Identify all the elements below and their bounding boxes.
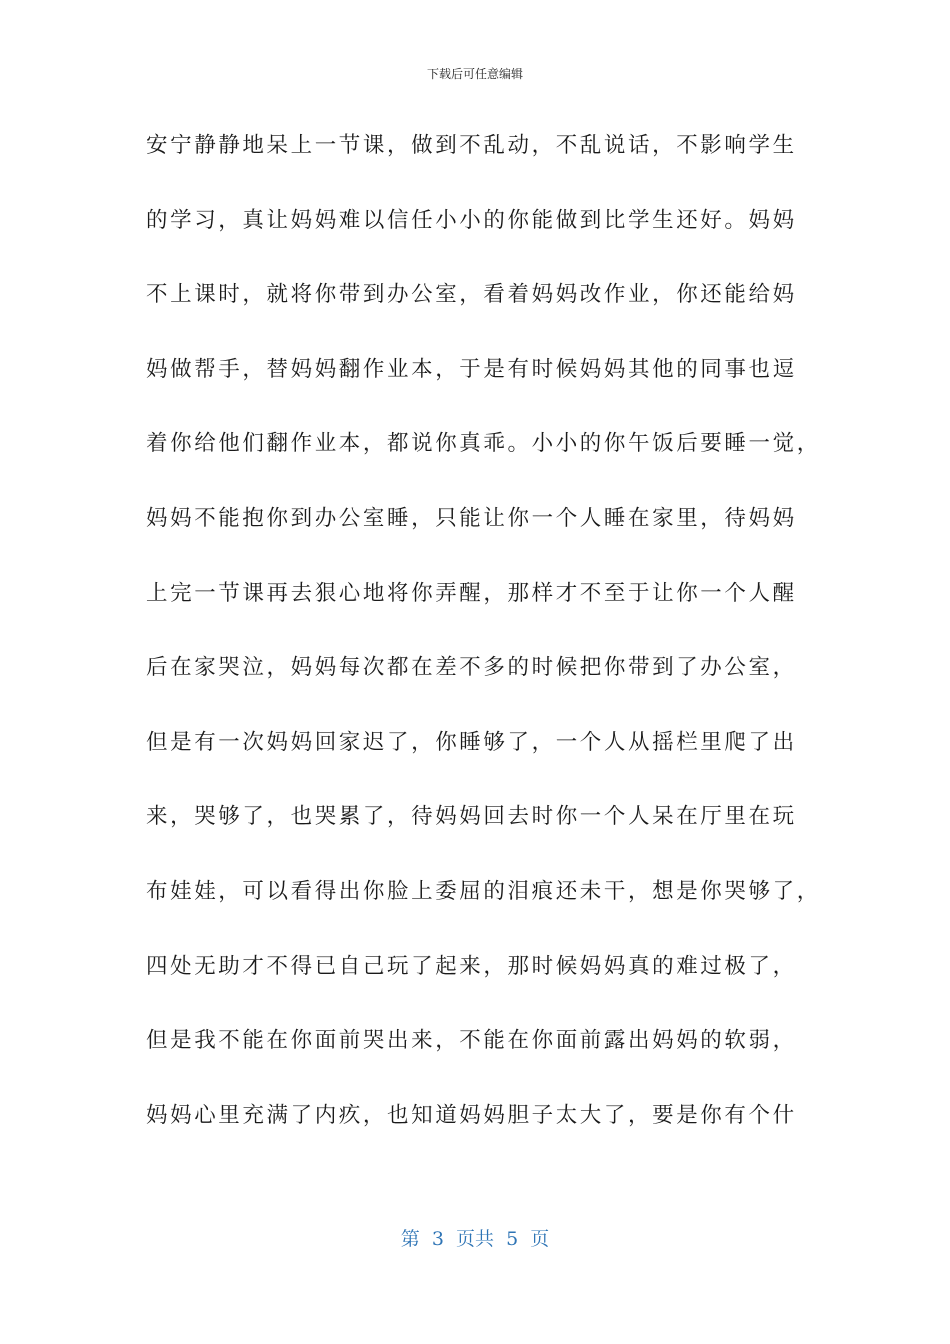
text-line: 但是有一次妈妈回家迟了，你睡够了，一个人从摇栏里爬了出: [146, 729, 797, 755]
text-line: 妈做帮手，替妈妈翻作业本，于是有时候妈妈其他的同事也逗: [146, 356, 797, 382]
text-line: 布娃娃，可以看得出你脸上委屈的泪痕还未干，想是你哭够了，: [146, 878, 821, 904]
text-line: 不上课时，就将你带到办公室，看着妈妈改作业，你还能给妈: [146, 282, 797, 308]
text-line: 妈妈心里充满了内疚，也知道妈妈胆子太大了，要是你有个什: [146, 1102, 797, 1128]
page-number-footer: 第 3 页共 5 页: [400, 1228, 550, 1250]
body-text: [146, 126, 821, 1170]
text-line: 着你给他们翻作业本，都说你真乖。小小的你午饭后要睡一觉，: [146, 431, 821, 457]
text-line: 妈妈不能抱你到办公室睡，只能让你一个人睡在家里，待妈妈: [146, 505, 797, 531]
text-line: 后在家哭泣，妈妈每次都在差不多的时候把你带到了办公室，: [146, 655, 797, 681]
text-line: 的学习，真让妈妈难以信任小小的你能做到比学生还好。妈妈: [146, 207, 797, 233]
text-line: 来，哭够了，也哭累了，待妈妈回去时你一个人呆在厅里在玩: [146, 804, 797, 830]
text-line: 但是我不能在你面前哭出来，不能在你面前露出妈妈的软弱，: [146, 1028, 797, 1054]
header-note: 下载后可任意编辑: [426, 67, 523, 81]
text-line: 安宁静静地呆上一节课，做到不乱动，不乱说话，不影响学生: [146, 133, 797, 158]
text-line: 四处无助才不得已自己玩了起来，那时候妈妈真的难过极了，: [146, 953, 797, 979]
text-line: 上完一节课再去狠心地将你弄醒，那样才不至于让你一个人醒: [146, 580, 797, 606]
